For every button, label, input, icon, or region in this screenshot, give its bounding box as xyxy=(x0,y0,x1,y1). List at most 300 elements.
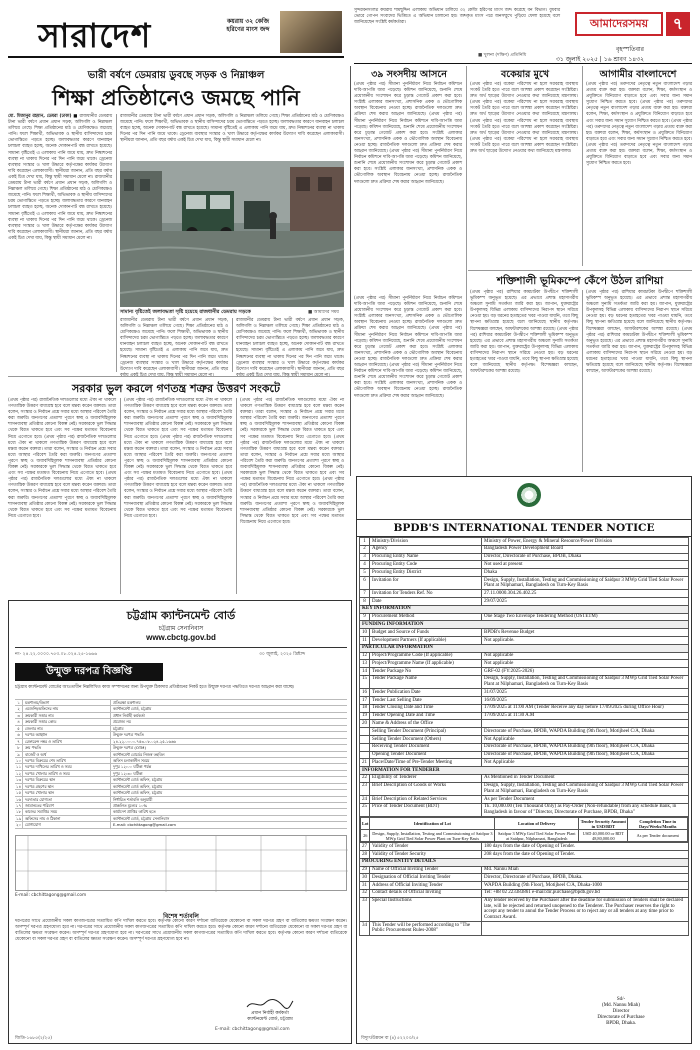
tender-row-number: 22 xyxy=(360,774,370,782)
story3-col-1b xyxy=(354,296,462,472)
story3-body-cont: (প্রথম পৃষ্ঠার পর) সীমানা পুনর্নির্ধারণ নিয়ে নির্বাচন কমিশনে দাবি-আপত্তি জমা পড়েছে। কমিশন জানিয়েছে, শুনানি শেষে প্রয়োজনীয় সংশোধন করে চূড়ান্ত গেজেট প্রকাশ করা হবে। সংশ্লিষ্ট এলাকার জনসংখ্যা, প্রশাসনিক একক ও ভৌগোলিক অবস্থান বিবেচনায় নেওয়া হচ্ছে। রাজনৈতিক দলগুলো দ্রুত প্রক্রিয়া শেষ করার আহ্বান জানিয়েছে। xyxy=(354,112,462,155)
tender-row-label: Tender Package Name xyxy=(370,675,482,688)
tender-row-label: Tender Last Selling Date xyxy=(370,697,482,705)
tender-row xyxy=(360,598,689,606)
lead-photo-caption: সামান্য বৃষ্টিতেই জলাবদ্ধতা সৃষ্টি হয়েছে রাজধানীর ডেমরায় সড়কে xyxy=(120,309,251,315)
tender-row-number: 15 xyxy=(360,675,370,688)
story4-body-cont: (প্রথম পৃষ্ঠার পর) বকেয়া পরিশোধ না হলে সরবরাহ ব্যবস্থায় সংকট তৈরি হতে পারে বলে আশঙ্কা প্রকাশ করেছেন সংশ্লিষ্টরা। দ্রুত অর্থ ছাড়ের উদ্যোগ নেওয়ার কথা জানিয়েছে মন্ত্রণালয়। xyxy=(470,136,578,155)
ad-row-value: নির্ধারিত শর্তাবলি অনুযায়ী xyxy=(113,796,153,802)
column-rule xyxy=(232,318,233,372)
tender-row xyxy=(360,850,689,858)
masthead-left xyxy=(8,6,344,58)
story6-body: (প্রথম পৃষ্ঠার পর) রাশিয়ার কামচাটকা উপদ্বীপে শক্তিশালী ভূমিকম্প অনুভূত হয়েছে। এর প্রভাবে প্রশান্ত মহাসাগরীয় অঞ্চলে সুনামি সতর্কতা জারি করা হয়। জাপান, যুক্তরাষ্ট্রের উপকূলসহ বিভিন্ন এলাকায় বাসিন্দাদের নিরাপদ স্থানে সরিয়ে নেওয়া হয়। বড় ধরনের হতাহতের খবর পাওয়া যায়নি, তবে কিছু স্থাপনা ক্ষতিগ্রস্ত হয়েছে বলে জানিয়েছে স্থানীয় কর্তৃপক্ষ। বিশেষজ্ঞরা বলছেন, আফটারশকের আশঙ্কা রয়েছে। xyxy=(586,290,692,332)
tender-section-row xyxy=(360,767,689,775)
ad-rule xyxy=(15,647,347,648)
page-number: ৭ xyxy=(666,12,690,36)
ad-row-label: দরপত্র গ্রহণের স্থান xyxy=(23,784,111,789)
ad-row-label: জামানতের পরিমাণ xyxy=(23,803,111,808)
tender-row xyxy=(360,576,689,589)
tender-row-number: 24 xyxy=(360,796,370,804)
ad-row-label: দরপত্র দাখিলের তারিখ ও সময় xyxy=(23,764,111,769)
tender-lot-cell xyxy=(360,817,689,843)
ad-conditions-text: দরপত্রের সাথে প্রয়োজনীয় সকল কাগজপত্রের সত্যায়িত কপি দাখিল করতে হবে। কর্তৃপক্ষ কোনো কারণ দর্শানো ব্যতিরেকে যেকোনো বা সকল দরপত্র গ্রহণ বা বাতিলের ক্ষমতা সংরক্ষণ করেন। অসম্পূর্ণ দরপত্র গ্রহণযোগ্য হবে না। xyxy=(15,919,347,931)
story6-body: (প্রথম পৃষ্ঠার পর) রাশিয়ার কামচাটকা উপদ্বীপে শক্তিশালী ভূমিকম্প অনুভূত হয়েছে। এর প্রভাবে প্রশান্ত মহাসাগরীয় অঞ্চলে সুনামি সতর্কতা জারি করা হয়। জাপান, যুক্তরাষ্ট্রের উপকূলসহ বিভিন্ন এলাকায় বাসিন্দাদের নিরাপদ স্থানে সরিয়ে নেওয়া হয়। বড় ধরনের হতাহতের খবর পাওয়া যায়নি, তবে কিছু স্থাপনা ক্ষতিগ্রস্ত হয়েছে বলে জানিয়েছে স্থানীয় কর্তৃপক্ষ। বিশেষজ্ঞরা বলছেন, আফটারশকের আশঙ্কা রয়েছে। xyxy=(470,290,578,332)
tender-row-number xyxy=(360,751,370,759)
ad-row-label: এজেন্সি/অফিসের নাম xyxy=(23,706,111,711)
tender-title: BPDB'S INTERNATIONAL TENDER NOTICE xyxy=(357,519,691,537)
story2-body: (প্রথম পৃষ্ঠার পর) রাজনৈতিক দলগুলোর মধ্যে ঐক্য না থাকলে গণতান্ত্রিক উত্তরণ বাধাগ্রস্ত হবে বলে মন্তব্য করেন বক্তারা। তারা বলেন, সংস্কার ও নির্বাচন প্রশ্নে সবার মধ্যে আস্থার পরিবেশ তৈরি করা জরুরি। জনগণের প্রত্যাশা পূরণে স্বচ্ছ ও জবাবদিহিমূলক শাসনব্যবস্থা প্রতিষ্ঠার কোনো বিকল্প নেই। সরকারকে ভুল সিদ্ধান্ত থেকে বিরত থাকতে হবে এবং সব পক্ষের মতামত বিবেচনায় নিয়ে এগোতে হবে। xyxy=(240,398,344,440)
ad-row-label: ক্রয় পদ্ধতি xyxy=(23,745,111,750)
tender-row-label: Name of Official Inviting Tender xyxy=(370,866,482,874)
column-rule xyxy=(582,66,583,266)
ad-row-number: ৫ xyxy=(15,726,23,731)
ad-row-value: প্রযোজ্য নয় xyxy=(113,719,131,725)
tender-row-value: 180 days from the date of Opening of Tender. xyxy=(482,843,689,851)
signature-mark xyxy=(245,997,295,1011)
ad-org-name: চট্টগ্রাম ক্যান্টনমেন্ট বোর্ড xyxy=(126,609,236,622)
tender-row-label: Date xyxy=(370,598,482,606)
tender-row-value: WAPDA Building (9th Floor), Motijheel C/A, Dhaka-1000 xyxy=(482,882,689,890)
newspaper-logo[interactable]: আমাদেরসময় xyxy=(575,12,663,36)
tender-lot-table xyxy=(360,817,688,842)
tender-row-value: Directorate of Purchase, BPDB, WAPDA Building (9th floor), Motijheel C/A, Dhaka xyxy=(482,751,689,759)
ad-row-label: যোগাযোগ xyxy=(23,822,111,827)
tender-row-number: 19 xyxy=(360,712,370,720)
story4-col xyxy=(470,82,578,268)
tender-lot-header-cell: Tender Security Amount in USD/BDT xyxy=(579,818,628,830)
tender-signature-line: Director xyxy=(612,1009,630,1014)
tender-row-label: Contact details of Official Inviting xyxy=(370,889,482,897)
tender-row-value: 17/09/2025 at 11:00 AM (Tender Receive any day before 17/09/2025 during Office Hour) xyxy=(482,704,689,712)
ad-intro: চট্টগ্রাম ক্যান্টনমেন্ট বোর্ডের আওতাধীন নিম্নলিখিত কাজ সম্পাদনের জন্য উপযুক্ত ঠিকাদার প্রতিষ্ঠানের নিকট হতে উন্মুক্ত দরপত্র পদ্ধতিতে দরপত্র আহ্বান করা যাচ্ছে। xyxy=(15,685,295,690)
tender-row xyxy=(360,866,689,874)
tender-row-label: Ministry/Division xyxy=(370,538,482,546)
ad-row-value: প্রধান নির্বাহী কর্মকর্তা xyxy=(113,712,145,718)
lead-kicker[interactable]: ভারী বর্ষণে ডেমরায় ডুবছে সড়ক ও নিম্নাঞ্চল xyxy=(87,70,265,81)
story5-col xyxy=(586,82,692,268)
tender-row-label: Place/Date/Time of Pre-Tender Meeting xyxy=(370,759,482,767)
story2-body-cont: (প্রথম পৃষ্ঠার পর) রাজনৈতিক দলগুলোর মধ্যে ঐক্য না থাকলে গণতান্ত্রিক উত্তরণ বাধাগ্রস্ত হবে বলে মন্তব্য করেন বক্তারা। তারা বলেন, সংস্কার ও নির্বাচন প্রশ্নে সবার মধ্যে আস্থার পরিবেশ তৈরি করা জরুরি। জনগণের প্রত্যাশা পূরণে স্বচ্ছ ও জবাবদিহিমূলক শাসনব্যবস্থা প্রতিষ্ঠার কোনো বিকল্প নেই। সরকারকে ভুল সিদ্ধান্ত থেকে বিরত থাকতে হবে এবং সব পক্ষের মতামত বিবেচনায় নিয়ে এগোতে হবে। xyxy=(124,434,232,477)
tender-signature-line: BPDB, Dhaka. xyxy=(606,1021,636,1026)
tender-signature-line: Directorate of Purchase xyxy=(597,1015,645,1020)
lead-body-text: রাজধানীর ডেমরায় টানা ভারী বর্ষণে প্রধান প্রধান সড়ক, অলিগলি ও নিম্নাঞ্চল তলিয়ে গেছে। শিক্ষা প্রতিষ্ঠানের মাঠ ও শ্রেণিকক্ষেও জমেছে পানি। ফলে শিক্ষার্থী, অভিভাবক ও স্থানীয় বাসিন্দাদের চরম ভোগান্তিতে পড়তে হচ্ছে। জলাবদ্ধতার কারণে যানবাহন চলাচল ব্যাহত হচ্ছে, অনেক দোকানপাট বন্ধ রাখতে হয়েছে। সামান্য বৃষ্টিতেই এ এলাকায় পানি জমে যায়, দ্রুত নিষ্কাশনের ব্যবস্থা না থাকায় দিনের পর দিন পানি জমে থাকে। ড্রেনেজ ব্যবস্থার সংস্কার ও খাল উদ্ধারে কর্তৃপক্ষের কার্যকর উদ্যোগ দাবি করেছেন এলাকাবাসী। স্থানীয়রা জানান, প্রতি বছর xyxy=(236,318,344,372)
side-news-label[interactable]: কয়রায় ৩২ কেজি হরিণের মাংস জব্দ xyxy=(226,18,270,33)
tender-row-value: 27.11.0000.304.26.402.25 xyxy=(482,590,689,598)
ad-row-value: উন্মুক্ত দরপত্র পদ্ধতি xyxy=(113,732,144,738)
ad-row-number: ৭ xyxy=(15,739,23,744)
tender-row xyxy=(360,652,689,660)
lead-photo[interactable] xyxy=(120,161,344,307)
tender-row-number: 7 xyxy=(360,590,370,598)
ad-row-number: ১ xyxy=(15,700,23,705)
story2-headline[interactable]: সরকার ভুল করলে গণতন্ত্র শত্রুর উত্তরণ সংকটে xyxy=(72,382,280,395)
tender-row-number: 5 xyxy=(360,569,370,577)
story3-col-1 xyxy=(354,82,462,294)
tender-row-value: As Mentioned in Tender Document xyxy=(482,774,689,782)
lead-body-text: রাজধানীর ডেমরায় টানা ভারী বর্ষণে প্রধান প্রধান সড়ক, অলিগলি ও নিম্নাঞ্চল তলিয়ে গেছে। শিক্ষা প্রতিষ্ঠানের মাঠ ও শ্রেণিকক্ষেও জমেছে পানি। ফলে শিক্ষার্থী, অভিভাবক ও স্থানীয় বাসিন্দাদের চরম ভোগান্তিতে পড়তে হচ্ছে। জলাবদ্ধতার কারণে যানবাহন চলাচল ব্যাহত হচ্ছে, অনেক দোকানপাট বন্ধ রাখতে হয়েছে। সামান্য বৃষ্টিতেই এ এলাকায় পানি জমে যায়, দ্রুত নিষ্কাশনের ব্যবস্থা না থাকায় দিনের পর দিন পানি জমে থাকে। ড্রেনেজ ব্যবস্থার সংস্কার ও খাল উদ্ধারে কর্তৃপক্ষের কার্যকর উদ্যোগ দাবি করেছেন এলাকাবাসী। স্থানীয়রা জানান, প্রতি বছর বর্ষায় একই চিত্র দেখা যায়, কিন্তু স্থায়ী সমাধান মেলে না। xyxy=(120,114,344,144)
tender-row xyxy=(360,613,689,621)
story2-body: (প্রথম পৃষ্ঠার পর) রাজনৈতিক দলগুলোর মধ্যে ঐক্য না থাকলে গণতান্ত্রিক উত্তরণ বাধাগ্রস্ত হবে বলে মন্তব্য করেন বক্তারা। তারা বলেন, সংস্কার ও নির্বাচন প্রশ্নে সবার মধ্যে আস্থার পরিবেশ তৈরি করা জরুরি। জনগণের প্রত্যাশা পূরণে স্বচ্ছ ও জবাবদিহিমূলক শাসনব্যবস্থা প্রতিষ্ঠার কোনো বিকল্প নেই। সরকারকে ভুল সিদ্ধান্ত থেকে বিরত থাকতে হবে এবং সব পক্ষের মতামত বিবেচনায় নিয়ে এগোতে হবে। xyxy=(8,398,116,440)
ad-conditions-text-cont: দরপত্রের সাথে প্রয়োজনীয় সকল কাগজপত্রের সত্যায়িত কপি দাখিল করতে হবে। কর্তৃপক্ষ কোনো কারণ দর্শানো ব্যতিরেকে যেকোনো বা সকল দরপত্র গ্রহণ বা বাতিলের ক্ষমতা সংরক্ষণ করেন। অসম্পূর্ণ দরপত্র গ্রহণযোগ্য হবে না। xyxy=(15,931,347,943)
tender-row xyxy=(360,689,689,697)
story2-col-2 xyxy=(124,398,232,594)
tender-row-value: Tk. 10,000.00 (Ten Thousand Only) as Pay-Order (Non-refundable) from any schedule Bank, in Bangladesh in favour of "Director, Directorate of Purchase, BPDB, Dhaka" xyxy=(482,803,689,816)
tender-row xyxy=(360,728,689,736)
story6-body-cont: (প্রথম পৃষ্ঠার পর) রাশিয়ার কামচাটকা উপদ্বীপে শক্তিশালী ভূমিকম্প অনুভূত হয়েছে। এর প্রভাবে প্রশান্ত মহাসাগরীয় অঞ্চলে সুনামি সতর্কতা জারি করা হয়। জাপান, যুক্তরাষ্ট্রের উপকূলসহ বিভিন্ন এলাকায় বাসিন্দাদের নিরাপদ স্থানে সরিয়ে নেওয়া হয়। বড় ধরনের হতাহতের খবর পাওয়া যায়নি, তবে কিছু স্থাপনা ক্ষতিগ্রস্ত হয়েছে বলে জানিয়েছে স্থানীয় কর্তৃপক্ষ। বিশেষজ্ঞরা বলছেন, আফটারশকের আশঙ্কা রয়েছে। xyxy=(470,326,578,375)
ad-row-value: ২৪.২২.০০০০.৭৫৩.০৮.০২৪.২৫-১৬৬৬ xyxy=(113,738,176,744)
tender-row xyxy=(360,843,689,851)
column-rule xyxy=(582,290,583,472)
lead-byline: মো. মিজানুর রহমান, ডেমরা (ঢাকা) ■ xyxy=(8,114,78,119)
tender-row-number: 6 xyxy=(360,576,370,589)
tender-row xyxy=(360,759,689,767)
masthead-rule xyxy=(354,63,692,64)
story4-body-cont: (প্রথম পৃষ্ঠার পর) বকেয়া পরিশোধ না হলে সরবরাহ ব্যবস্থায় সংকট তৈরি হতে পারে বলে আশঙ্কা প্রকাশ করেছেন সংশ্লিষ্টরা। দ্রুত অর্থ ছাড়ের উদ্যোগ নেওয়ার কথা জানিয়েছে মন্ত্রণালয়। xyxy=(470,118,578,136)
tender-row-number xyxy=(360,735,370,743)
tender-row-value: Not applicable xyxy=(482,652,689,660)
tender-row-label: Project/Programme Name (If applicable) xyxy=(370,660,482,668)
ad-conditions-title: বিশেষ শর্তাবলি xyxy=(163,913,199,920)
flooded-street-illustration xyxy=(120,161,344,307)
tender-row-value xyxy=(482,720,689,728)
tender-row-number: 1 xyxy=(360,538,370,546)
story2-col-3 xyxy=(240,398,344,594)
ad-row-number: ৯ xyxy=(15,752,23,757)
ad-row-label: দরপত্র আহ্বান xyxy=(23,732,111,737)
tender-lot-header-cell: Lot xyxy=(361,818,370,830)
tender-row-label: Price of Tender Document (BDT) xyxy=(370,803,482,816)
tender-row-label: Name & Address of the Office xyxy=(370,720,482,728)
tender-row-number: 27 xyxy=(360,843,370,851)
story4-headline[interactable]: বকেয়ার মুখে xyxy=(501,69,549,80)
tender-section-heading: INFORMATION FOR TENDERER xyxy=(360,767,689,775)
story5-body: (প্রথম পৃষ্ঠার পর) তরুণদের নেতৃত্বে নতুন বাংলাদেশ গড়ার প্রত্যয় ব্যক্ত করা হয়। বক্তারা বলেন, শিক্ষা, কর্মসংস্থান ও প্রযুক্তিতে বিনিয়োগ বাড়াতে হবে এবং সবার জন্য সমান সুযোগ নিশ্চিত করতে হবে। xyxy=(586,82,692,106)
ad-row-value: দুপুর ১২:৩০ ঘটিকা xyxy=(113,770,143,776)
tender-row-number: 17 xyxy=(360,697,370,705)
tender-row-value: Directorate of Purchase, BPDB, WAPDA Building (9th floor), Motijheel C/A, Dhaka xyxy=(482,743,689,751)
story5-body-cont: (প্রথম পৃষ্ঠার পর) তরুণদের নেতৃত্বে নতুন বাংলাদেশ গড়ার প্রত্যয় ব্যক্ত করা হয়। বক্তারা বলেন, শিক্ষা, কর্মসংস্থান ও প্রযুক্তিতে বিনিয়োগ বাড়াতে হবে এবং সবার জন্য সমান সুযোগ নিশ্চিত করতে হবে। xyxy=(586,142,692,167)
tender-footer-left: বিদ্যুৎ/উন্নয়ন বা (৪) ৫২২০০/২৫ xyxy=(361,1035,419,1040)
lead-body-col-2 xyxy=(120,114,344,158)
tender-row-value: Any tender received by the Purchaser after the deadline for submission of Tenders shall be declared late, will be rejected and returned unopened to the Tenderer. The Purchaser reserves the right to accept any tender to annul the Tender Process or to reject any or all tenders at any time prior to Contract Award. xyxy=(482,897,689,922)
tender-row-value: Not applicable xyxy=(482,660,689,668)
ad-row-value: অফিস চলাকালীন সময়ে xyxy=(113,757,150,763)
ad-ref-number: নং- ২৪.২২.০০০০.৭৫৩.০৮.০২৪.২৫-১৬৬৬ xyxy=(15,652,98,657)
tender-row xyxy=(360,796,689,804)
tender-row-number: 11 xyxy=(360,636,370,644)
tender-row xyxy=(360,569,689,577)
lead-body-col-1 xyxy=(8,114,112,372)
tender-row xyxy=(360,735,689,743)
tender-row-number: 25 xyxy=(360,803,370,816)
ad-row-number: ১২ xyxy=(15,771,23,776)
tender-row-number: 13 xyxy=(360,660,370,668)
tender-row-label: This Tender will be performed according to "The Public Procurement Rules-2008" xyxy=(370,922,482,935)
tender-row-value: Directorate of Purchase, BPDB, WAPDA Building (9th floor), Motijheel C/A, Dhaka xyxy=(482,728,689,736)
tender-row xyxy=(360,712,689,720)
ad-row-number: ১৪ xyxy=(15,784,23,789)
tender-row-number: 16 xyxy=(360,689,370,697)
tender-row xyxy=(360,668,689,676)
tender-row-label: Procurement Method xyxy=(370,613,482,621)
tender-row-label: Tender Closing Date and Time xyxy=(370,704,482,712)
ad-row-label: দরপত্র বিক্রয়ের শেষ তারিখ xyxy=(23,758,111,763)
cantonment-tender-ad xyxy=(8,600,352,1044)
tender-row-label: Procuring Entity District xyxy=(370,569,482,577)
tender-signature-block xyxy=(553,997,689,1027)
tender-row-label: Tender Package No xyxy=(370,668,482,676)
lead-body-col-3 xyxy=(120,318,228,372)
story3-body-cont: (প্রথম পৃষ্ঠার পর) সীমানা পুনর্নির্ধারণ নিয়ে নির্বাচন কমিশনে দাবি-আপত্তি জমা পড়েছে। কমিশন জানিয়েছে, শুনানি শেষে প্রয়োজনীয় সংশোধন করে চূড়ান্ত গেজেট প্রকাশ করা হবে। সংশ্লিষ্ট এলাকার জনসংখ্যা, প্রশাসনিক একক ও ভৌগোলিক অবস্থান বিবেচনায় নেওয়া হচ্ছে। রাজনৈতিক দলগুলো দ্রুত প্রক্রিয়া শেষ করার আহ্বান জানিয়েছে। xyxy=(354,363,462,399)
tender-row-label: Brief Description of Related Services xyxy=(370,796,482,804)
story6-headline[interactable]: শক্তিশালী ভূমিকম্পে কেঁপে উঠল রাশিয়া xyxy=(496,275,664,287)
ad-row-number: ১৯ xyxy=(15,816,23,821)
ad-row-label: অফিসের নাম ও ঠিকানা xyxy=(23,816,111,821)
tender-row xyxy=(360,774,689,782)
tender-row xyxy=(360,882,689,890)
tender-row-label: Opening Tender Document xyxy=(370,751,482,759)
ad-row-label: বাজেট ও অর্থ xyxy=(23,752,111,757)
tender-row-value: Ministry of Power, Energy & Mineral Resource/Power Division xyxy=(482,538,689,546)
ad-org-sub: চট্টগ্রাম সেনানিবাস xyxy=(158,625,204,632)
ad-conditions-text-cont: দরপত্রের সাথে প্রয়োজনীয় সকল কাগজপত্রের সত্যায়িত কপি দাখিল করতে হবে। কর্তৃপক্ষ কোনো কারণ দর্শানো ব্যতিরেকে যেকোনো বা সকল দরপত্র গ্রহণ বা বাতিলের ক্ষমতা সংরক্ষণ করেন। অসম্পূর্ণ দরপত্র গ্রহণযোগ্য হবে না। xyxy=(15,925,347,937)
tender-lot-header xyxy=(361,818,688,830)
tender-row-label: Project/Programme Code (If applicable) xyxy=(370,652,482,660)
tender-row-value: Md. Nannu Miah xyxy=(482,866,689,874)
ad-row-number: ১৬ xyxy=(15,797,23,802)
story6-col-2 xyxy=(586,290,692,472)
story4-body-cont: (প্রথম পৃষ্ঠার পর) বকেয়া পরিশোধ না হলে সরবরাহ ব্যবস্থায় সংকট তৈরি হতে পারে বলে আশঙ্কা প্রকাশ করেছেন সংশ্লিষ্টরা। দ্রুত অর্থ ছাড়ের উদ্যোগ নেওয়ার কথা জানিয়েছে মন্ত্রণালয়। xyxy=(470,100,578,118)
tender-row-value: 29/07/2025 xyxy=(482,598,689,606)
tender-row-number: 28 xyxy=(360,850,370,858)
tender-row-label: Selling Tender Document (Principal) xyxy=(370,728,482,736)
tender-row-value: Director, Directorate of Purchase, BPDB, Dhaka xyxy=(482,553,689,561)
tender-row-value: Not Applicable xyxy=(482,759,689,767)
ad-row-value: ক্যান্টনমেন্ট বোর্ড অফিস, চট্টগ্রাম xyxy=(113,777,163,783)
newspaper-page xyxy=(8,6,692,1044)
ad-conditions xyxy=(15,919,347,999)
ad-info-grid xyxy=(15,699,347,829)
tender-row xyxy=(360,675,689,688)
tender-row xyxy=(360,561,689,569)
tender-section-heading: PARTICULAR INFORMATION xyxy=(360,644,689,652)
tender-row-value: Design, Supply, Installation, Testing and Commissioning of Saidpur 3 MWp Grid Tied Solar Power Plant at Nilphamari, Bangladesh on Turn-Key Basis xyxy=(482,782,689,795)
tender-row xyxy=(360,697,689,705)
tender-row-value: Dhaka xyxy=(482,569,689,577)
tender-row-value: As per Tender Document xyxy=(482,796,689,804)
tender-row-number: 23 xyxy=(360,782,370,795)
tender-row-number: 2 xyxy=(360,545,370,553)
ad-row-value: E-mail: cbchittagong@gmail.com xyxy=(113,822,176,828)
ad-website-link[interactable]: www.cbctg.gov.bd xyxy=(146,633,216,642)
ad-row-value: দুপুর ১২:০০ ঘটিকা পর্যন্ত xyxy=(113,764,152,770)
ad-row-number: ৪ xyxy=(15,719,23,724)
tender-row-number: 18 xyxy=(360,704,370,712)
story3-headline[interactable]: ৩৯ সংসদীয় আসনে xyxy=(371,69,447,80)
lead-photo-credit: ■ আমাদের সময় xyxy=(308,310,339,315)
tender-row xyxy=(360,704,689,712)
tender-section-heading: KEY INFORMATION xyxy=(360,605,689,613)
tender-row xyxy=(360,636,689,644)
lead-headline[interactable]: শিক্ষা প্রতিষ্ঠানেও জমছে পানি xyxy=(52,86,300,110)
tender-row-value xyxy=(482,922,689,935)
tender-row-label: Agency xyxy=(370,545,482,553)
ad-row-label: কাজের সমাপ্তির সময় xyxy=(23,809,111,814)
story2-body: (প্রথম পৃষ্ঠার পর) রাজনৈতিক দলগুলোর মধ্যে ঐক্য না থাকলে গণতান্ত্রিক উত্তরণ বাধাগ্রস্ত হবে বলে মন্তব্য করেন বক্তারা। তারা বলেন, সংস্কার ও নির্বাচন প্রশ্নে সবার মধ্যে আস্থার পরিবেশ তৈরি করা জরুরি। জনগণের প্রত্যাশা পূরণে স্বচ্ছ ও জবাবদিহিমূলক শাসনব্যবস্থা প্রতিষ্ঠার কোনো বিকল্প নেই। সরকারকে ভুল সিদ্ধান্ত থেকে বিরত থাকতে হবে এবং সব পক্ষের মতামত বিবেচনায় নিয়ে এগোতে হবে। xyxy=(124,398,232,440)
tender-section-row xyxy=(360,621,689,629)
tender-row-number: 9 xyxy=(360,613,370,621)
column-rule xyxy=(236,398,237,594)
tender-row-label: Tender Opening Date and Time xyxy=(370,712,482,720)
ad-row-value: প্রতিরক্ষা মন্ত্রণালয় xyxy=(113,700,141,705)
ad-row-label: দরপত্র বিক্রয়ের স্থান xyxy=(23,777,111,782)
column-rule xyxy=(116,114,117,372)
tender-row-number: 4 xyxy=(360,561,370,569)
ad-row-number: ২ xyxy=(15,706,23,711)
story2-body-cont: (প্রথম পৃষ্ঠার পর) রাজনৈতিক দলগুলোর মধ্যে ঐক্য না থাকলে গণতান্ত্রিক উত্তরণ বাধাগ্রস্ত হবে বলে মন্তব্য করেন বক্তারা। তারা বলেন, সংস্কার ও নির্বাচন প্রশ্নে সবার মধ্যে আস্থার পরিবেশ তৈরি করা জরুরি। জনগণের প্রত্যাশা পূরণে স্বচ্ছ ও জবাবদিহিমূলক শাসনব্যবস্থা প্রতিষ্ঠার কোনো বিকল্প নেই। সরকারকে ভুল সিদ্ধান্ত থেকে বিরত থাকতে হবে এবং সব পক্ষের মতামত বিবেচনায় নিয়ে এগোতে হবে। xyxy=(240,434,344,483)
story5-body-cont: (প্রথম পৃষ্ঠার পর) তরুণদের নেতৃত্বে নতুন বাংলাদেশ গড়ার প্রত্যয় ব্যক্ত করা হয়। বক্তারা বলেন, শিক্ষা, কর্মসংস্থান ও প্রযুক্তিতে বিনিয়োগ বাড়াতে হবে এবং সবার জন্য সমান সুযোগ নিশ্চিত করতে হবে। xyxy=(586,100,692,124)
tender-row-label: Development Partners (If applicable) xyxy=(370,636,482,644)
bpdb-emblem-icon xyxy=(517,483,541,507)
tender-section-heading: FUNDING INFORMATION xyxy=(360,621,689,629)
work-table-grid xyxy=(16,836,348,892)
story-divider xyxy=(8,376,344,377)
ad-footer-left: জিডি-১৬৮৫(২/২৫) xyxy=(15,1036,53,1041)
tender-row-number: 21 xyxy=(360,759,370,767)
bpdb-tender-notice xyxy=(356,476,692,1044)
ad-row-label: জেলার নাম xyxy=(23,726,111,731)
tender-row xyxy=(360,553,689,561)
ad-row-number: ১১ xyxy=(15,764,23,769)
tender-row-label: Receiving Tender Document xyxy=(370,743,482,751)
story-divider xyxy=(468,270,692,271)
tender-row-value: Tel: +88 02 223383861 e-mail:dir.purchase@bpdb.gov.bd xyxy=(482,889,689,897)
tender-row-number xyxy=(360,743,370,751)
ad-row-number: ৬ xyxy=(15,732,23,737)
story2-body-cont: (প্রথম পৃষ্ঠার পর) রাজনৈতিক দলগুলোর মধ্যে ঐক্য না থাকলে গণতান্ত্রিক উত্তরণ বাধাগ্রস্ত হবে বলে মন্তব্য করেন বক্তারা। তারা বলেন, সংস্কার ও নির্বাচন প্রশ্নে সবার মধ্যে আস্থার পরিবেশ তৈরি করা জরুরি। জনগণের প্রত্যাশা পূরণে স্বচ্ছ ও জবাবদিহিমূলক শাসনব্যবস্থা প্রতিষ্ঠার কোনো বিকল্প নেই। সরকারকে ভুল সিদ্ধান্ত থেকে বিরত থাকতে হবে এবং সব পক্ষের মতামত বিবেচনায় নিয়ে এগোতে হবে। xyxy=(240,477,344,525)
tender-row-number: 3 xyxy=(360,553,370,561)
ad-work-table xyxy=(15,835,347,891)
tender-row-value: BPDB's Revenue Budget xyxy=(482,629,689,637)
tender-table xyxy=(359,537,689,936)
tender-section-heading: PROCURING ENTITY DETAILS xyxy=(360,858,689,866)
dateline: ৩১ জুলাই ২০২৫ | ১৬ শ্রাবণ ১৪৩২ xyxy=(556,56,645,63)
ad-banner: উন্মুক্ত দরপত্র বিজ্ঞপ্তি xyxy=(15,663,163,681)
tender-row-value: 208 days from the date of Opening of Tender. xyxy=(482,850,689,858)
tender-row-number: 14 xyxy=(360,668,370,676)
tender-row-label: Brief Description of Goods or Works xyxy=(370,782,482,795)
tender-row-value: Not applicable. xyxy=(482,636,689,644)
tender-row xyxy=(360,629,689,637)
story5-headline[interactable]: আগামীর বাংলাদেশে xyxy=(599,69,677,80)
top-brief-credit: ■ খুলনা (দক্ষিণ) প্রতিনিধি xyxy=(478,53,527,58)
tender-row xyxy=(360,743,689,751)
tender-row xyxy=(360,874,689,882)
ad-row-value: চট্টগ্রাম xyxy=(113,725,124,731)
tender-row xyxy=(360,803,689,816)
tender-row-value: Director, Directorate of Purchase, BPDB, Dhaka. xyxy=(482,874,689,882)
ad-signer-office: ক্যান্টনমেন্ট বোর্ড, চট্টগ্রাম xyxy=(247,1017,293,1022)
tender-row xyxy=(360,590,689,598)
ad-row-label: রেফারেন্স নম্বর ও তারিখ xyxy=(23,739,111,744)
tender-row-number: 8 xyxy=(360,598,370,606)
tender-row-label: Designation of Official Inviting Tender xyxy=(370,874,482,882)
tender-row-value: Not used at present xyxy=(482,561,689,569)
tender-lot-header-cell: Identification of Lot xyxy=(370,818,495,830)
story3-body: (প্রথম পৃষ্ঠার পর) সীমানা পুনর্নির্ধারণ নিয়ে নির্বাচন কমিশনে দাবি-আপত্তি জমা পড়েছে। কমিশন জানিয়েছে, শুনানি শেষে প্রয়োজনীয় সংশোধন করে চূড়ান্ত গেজেট প্রকাশ করা হবে। সংশ্লিষ্ট এলাকার জনসংখ্যা, প্রশাসনিক একক ও ভৌগোলিক অবস্থান বিবেচনায় নেওয়া হচ্ছে। রাজনৈতিক দলগুলো দ্রুত প্রক্রিয়া শেষ করার আহ্বান জানিয়েছে। xyxy=(354,82,462,118)
story3-body-cont: (প্রথম পৃষ্ঠার পর) সীমানা পুনর্নির্ধারণ নিয়ে নির্বাচন কমিশনে দাবি-আপত্তি জমা পড়েছে। কমিশন জানিয়েছে, শুনানি শেষে প্রয়োজনীয় সংশোধন করে চূড়ান্ত গেজেট প্রকাশ করা হবে। সংশ্লিষ্ট এলাকার জনসংখ্যা, প্রশাসনিক একক ও ভৌগোলিক অবস্থান বিবেচনায় নেওয়া হচ্ছে। রাজনৈতিক দলগুলো দ্রুত প্রক্রিয়া শেষ করার আহ্বান জানিয়েছে। xyxy=(354,326,462,369)
ad-row-label: মন্ত্রণালয়/বিভাগ xyxy=(23,700,111,705)
ad-row-label: ক্রয়কারী সত্তার কোড xyxy=(23,719,111,724)
tender-row xyxy=(360,538,689,546)
side-news-thumbnail[interactable] xyxy=(280,11,342,53)
tender-row-number: 29 xyxy=(360,866,370,874)
tender-row xyxy=(360,545,689,553)
tender-row-label: Eligibility of Tenderer xyxy=(370,774,482,782)
story3-body-cont: (প্রথম পৃষ্ঠার পর) সীমানা পুনর্নির্ধারণ নিয়ে নির্বাচন কমিশনে দাবি-আপত্তি জমা পড়েছে। কমিশন জানিয়েছে, শুনানি শেষে প্রয়োজনীয় সংশোধন করে চূড়ান্ত গেজেট প্রকাশ করা হবে। সংশ্লিষ্ট এলাকার জনসংখ্যা, প্রশাসনিক একক ও ভৌগোলিক অবস্থান বিবেচনায় নেওয়া হচ্ছে। রাজনৈতিক দলগুলো দ্রুত প্রক্রিয়া শেষ করার আহ্বান জানিয়েছে। xyxy=(354,149,462,185)
tender-row-value: 16/09/2025 xyxy=(482,697,689,705)
tender-row-number: 33 xyxy=(360,897,370,922)
ad-signer-role: প্রধান নির্বাহী কর্মকর্তা xyxy=(251,1011,289,1016)
top-brief xyxy=(354,8,560,52)
tender-row-value: One Stage Two Envelope Tendering Method (OSTETM) xyxy=(482,613,689,621)
tender-row-value: Design, Supply, Installation, Testing and Commissioning of Saidpur 3 MWp Grid Tied Solar Power Plant at Nilphamari, Bangladesh on Turn-Key Basis xyxy=(482,576,689,589)
tender-lot-row xyxy=(360,817,689,843)
tender-signature-line: (Md. Nannu Miah) xyxy=(602,1003,640,1008)
tender-row-value: 17/09/2025 at 11:30 A.M xyxy=(482,712,689,720)
weekday: বৃহস্পতিবার xyxy=(616,46,644,53)
ad-row-value: প্রাক্কলিত মূল্যের ১০% xyxy=(113,803,148,808)
tender-row xyxy=(360,751,689,759)
tender-lot-cell-value: USD 40,000.00 or BDT 48,80,000.00 xyxy=(579,830,628,842)
tender-row-number: 10 xyxy=(360,629,370,637)
section-rule xyxy=(350,66,351,476)
tender-row-value: GRF-02 (FY:2025-2026) xyxy=(482,668,689,676)
tender-row xyxy=(360,922,689,935)
tender-row-value: Bangladesh Power Development Board xyxy=(482,545,689,553)
ad-row-value: ক্যান্টনমেন্ট বোর্ড অফিস, চট্টগ্রাম xyxy=(113,783,163,789)
story3-body-cont: (প্রথম পৃষ্ঠার পর) সীমানা পুনর্নির্ধারণ নিয়ে নির্বাচন কমিশনে দাবি-আপত্তি জমা পড়েছে। কমিশন জানিয়েছে, শুনানি শেষে প্রয়োজনীয় সংশোধন করে চূড়ান্ত গেজেট প্রকাশ করা হবে। সংশ্লিষ্ট এলাকার জনসংখ্যা, প্রশাসনিক একক ও ভৌগোলিক অবস্থান বিবেচনায় নেওয়া হচ্ছে। রাজনৈতিক দলগুলো দ্রুত প্রক্রিয়া শেষ করার আহ্বান জানিয়েছে। xyxy=(354,296,462,332)
tender-row-label: Validity of Tender Security xyxy=(370,850,482,858)
ad-contact-line: E-mail: cbchittagong@gmail.com xyxy=(15,893,87,898)
ad-row-number: ১৮ xyxy=(15,809,23,814)
ad-row-number: ১৭ xyxy=(15,803,23,808)
tender-row-number: 12 xyxy=(360,652,370,660)
ad-row-value: কার্যাদেশ প্রাপ্তির তারিখ হতে xyxy=(113,809,156,815)
tender-row-label: Procuring Entity Name xyxy=(370,553,482,561)
tender-row xyxy=(360,782,689,795)
tender-row-label: Address of Official Inviting Tender xyxy=(370,882,482,890)
ad-row-number: ১৩ xyxy=(15,777,23,782)
lead-body-text: রাজধানীর ডেমরায় টানা ভারী বর্ষণে প্রধান প্রধান সড়ক, অলিগলি ও নিম্নাঞ্চল তলিয়ে গেছে। শিক্ষা প্রতিষ্ঠানের মাঠ ও শ্রেণিকক্ষেও জমেছে পানি। ফলে শিক্ষার্থী, অভিভাবক ও স্থানীয় বাসিন্দাদের চরম ভোগান্তিতে পড়তে হচ্ছে। জলাবদ্ধতার কারণে যানবাহন চলাচল ব্যাহত হচ্ছে, অনেক দোকানপাট বন্ধ রাখতে হয়েছে। সামান্য বৃষ্টিতেই এ এলাকায় পানি জমে যায়, দ্রুত নিষ্কাশনের ব্যবস্থা না থাকায় দিনের পর দিন পানি জমে থাকে। ড্রেনেজ ব্যবস্থার সংস্কার ও খাল উদ্ধারে কর্তৃপক্ষের কার্যকর উদ্যোগ দাবি করেছেন এলাকাবাসী। স্থানীয়রা জানান, প্রতি বছর xyxy=(120,318,228,372)
tender-row-number xyxy=(360,728,370,736)
tender-row-value: 31/07/2025 xyxy=(482,689,689,697)
ad-row-value: ক্যান্টনমেন্ট বোর্ড, চট্টগ্রাম সেনানিবাস xyxy=(113,815,170,821)
top-brief-text: সুন্দরবনসংলগ্ন কয়রায় শামছুদ্দিন এলাকায় অভিযান চালিয়ে ৩২ কেজি হরিণের মাংস জব্দ করেছে বন বিভাগ। বুধবার ভোরে গোপন সংবাদের ভিত্তিতে এ অভিযান চালানো হয়। জব্দকৃত মাংস পরে জনসম্মুখে পুড়িয়ে ফেলা হয়েছে বলে জানিয়েছেন সংশ্লিষ্ট কর্মকর্তারা। xyxy=(354,8,560,26)
ad-row-label: দরপত্র খোলার তারিখ ও সময় xyxy=(23,771,111,776)
story2-body-cont: (প্রথম পৃষ্ঠার পর) রাজনৈতিক দলগুলোর মধ্যে ঐক্য না থাকলে গণতান্ত্রিক উত্তরণ বাধাগ্রস্ত হবে বলে মন্তব্য করেন বক্তারা। তারা বলেন, সংস্কার ও নির্বাচন প্রশ্নে সবার মধ্যে আস্থার পরিবেশ তৈরি করা জরুরি। জনগণের প্রত্যাশা পূরণে স্বচ্ছ ও জবাবদিহিমূলক শাসনব্যবস্থা প্রতিষ্ঠার কোনো বিকল্প নেই। সরকারকে ভুল সিদ্ধান্ত থেকে বিরত থাকতে হবে এবং সব পক্ষের মতামত বিবেচনায় নিয়ে এগোতে হবে। xyxy=(8,471,116,519)
tender-row-number: 32 xyxy=(360,889,370,897)
story2-col-1 xyxy=(8,398,116,594)
ad-email[interactable]: E-mail: cbchittagong@gmail.com xyxy=(215,1027,290,1032)
story6-body-cont: (প্রথম পৃষ্ঠার পর) রাশিয়ার কামচাটকা উপদ্বীপে শক্তিশালী ভূমিকম্প অনুভূত হয়েছে। এর প্রভাবে প্রশান্ত মহাসাগরীয় অঞ্চলে সুনামি সতর্কতা জারি করা হয়। জাপান, যুক্তরাষ্ট্রের উপকূলসহ বিভিন্ন এলাকায় বাসিন্দাদের নিরাপদ স্থানে সরিয়ে নেওয়া হয়। বড় ধরনের হতাহতের খবর পাওয়া যায়নি, তবে কিছু স্থাপনা ক্ষতিগ্রস্ত হয়েছে বলে জানিয়েছে স্থানীয় কর্তৃপক্ষ। বিশেষজ্ঞরা বলছেন, আফটারশকের আশঙ্কা রয়েছে। xyxy=(586,326,692,375)
ad-row-label: ক্রয়কারী সত্তার নাম xyxy=(23,713,111,718)
tender-row xyxy=(360,897,689,922)
ad-row-label: দরপত্র খোলার স্থান xyxy=(23,790,111,795)
tender-row-label: Tender Publication Date xyxy=(370,689,482,697)
tender-row xyxy=(360,660,689,668)
tender-row-label: Validity of Tender xyxy=(370,843,482,851)
